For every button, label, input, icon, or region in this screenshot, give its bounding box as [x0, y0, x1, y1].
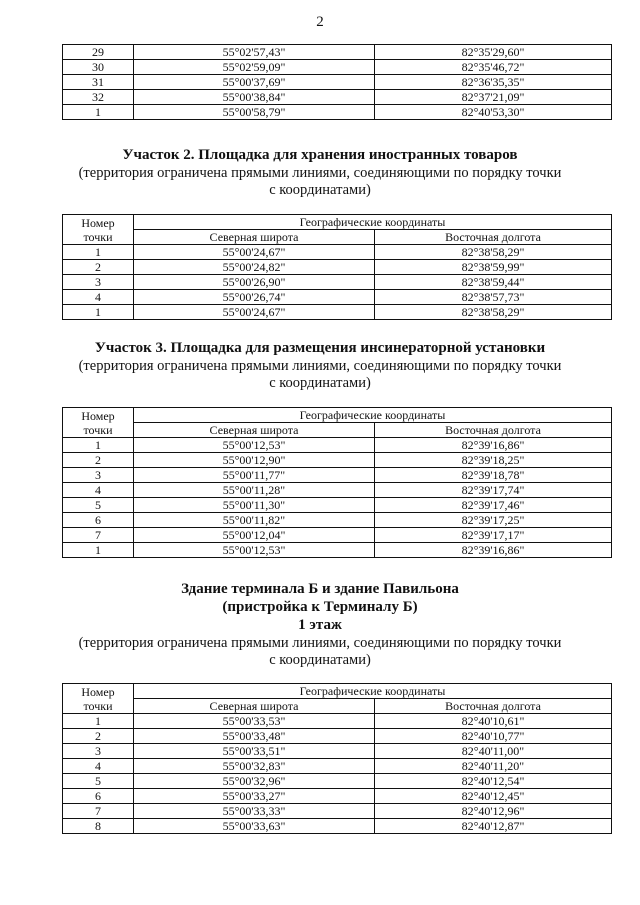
page-number: 2 [316, 14, 324, 30]
table-row [63, 438, 612, 453]
north-latitude-cell: 55°00'24,67" [134, 245, 375, 260]
north-latitude-cell: 55°00'12,04" [134, 528, 375, 543]
coordinates-table-continued [62, 44, 612, 120]
point-number-cell: 32 [63, 90, 134, 105]
header-east-longitude: Восточная долгота [375, 230, 612, 245]
section-4-subtitle: (пристройка к Терминалу Б) [222, 599, 418, 615]
header-geo-coordinates: Географические координаты [134, 408, 612, 423]
north-latitude-cell: 55°00'33,53" [134, 714, 375, 729]
north-latitude-cell: 55°00'26,74" [134, 290, 375, 305]
east-longitude-cell: 82°38'59,99" [375, 260, 612, 275]
east-longitude-cell: 82°38'59,44" [375, 275, 612, 290]
east-longitude-cell: 82°40'12,45" [375, 789, 612, 804]
header-north-latitude: Северная широта [134, 423, 375, 438]
east-longitude-cell: 82°39'16,86" [375, 438, 612, 453]
east-longitude-cell: 82°39'17,74" [375, 483, 612, 498]
point-number-cell: 3 [63, 275, 134, 290]
north-latitude-cell: 55°02'59,09" [134, 60, 375, 75]
north-latitude-cell: 55°00'33,48" [134, 729, 375, 744]
point-number-cell: 30 [63, 60, 134, 75]
table-row [63, 60, 612, 75]
header-point-number: Номер точки [63, 684, 134, 714]
point-number-cell: 5 [63, 774, 134, 789]
north-latitude-cell: 55°00'32,96" [134, 774, 375, 789]
east-longitude-cell: 82°35'29,60" [375, 45, 612, 60]
point-number-cell: 2 [63, 729, 134, 744]
east-longitude-cell: 82°39'16,86" [375, 543, 612, 558]
point-number-cell: 1 [63, 714, 134, 729]
table-row [63, 804, 612, 819]
east-longitude-cell: 82°39'17,17" [375, 528, 612, 543]
header-north-latitude: Северная широта [134, 230, 375, 245]
east-longitude-cell: 82°40'53,30" [375, 105, 612, 120]
section-2-note-cont: с координатами) [269, 182, 371, 198]
table-row [63, 774, 612, 789]
section-4-title: Здание терминала Б и здание Павильона [181, 581, 459, 597]
table-row [63, 789, 612, 804]
table-row [63, 744, 612, 759]
east-longitude-cell: 82°40'10,77" [375, 729, 612, 744]
north-latitude-cell: 55°00'58,79" [134, 105, 375, 120]
east-longitude-cell: 82°38'58,29" [375, 305, 612, 320]
section-4-coordinates-table [62, 683, 612, 834]
east-longitude-cell: 82°39'18,25" [375, 453, 612, 468]
north-latitude-cell: 55°00'33,33" [134, 804, 375, 819]
table-row [63, 290, 612, 305]
point-number-cell: 4 [63, 483, 134, 498]
table-row [63, 498, 612, 513]
east-longitude-cell: 82°39'18,78" [375, 468, 612, 483]
north-latitude-cell: 55°00'11,82" [134, 513, 375, 528]
header-north-latitude: Северная широта [134, 699, 375, 714]
north-latitude-cell: 55°00'37,69" [134, 75, 375, 90]
north-latitude-cell: 55°00'38,84" [134, 90, 375, 105]
header-geo-coordinates: Географические координаты [134, 684, 612, 699]
north-latitude-cell: 55°00'24,82" [134, 260, 375, 275]
point-number-cell: 1 [63, 438, 134, 453]
header-geo-coordinates: Географические координаты [134, 215, 612, 230]
point-number-cell: 4 [63, 759, 134, 774]
point-number-cell: 4 [63, 290, 134, 305]
table-row [63, 729, 612, 744]
point-number-cell: 3 [63, 744, 134, 759]
east-longitude-cell: 82°36'35,35" [375, 75, 612, 90]
header-point-number: Номер точки [63, 215, 134, 245]
point-number-cell: 5 [63, 498, 134, 513]
north-latitude-cell: 55°00'33,51" [134, 744, 375, 759]
section-3-coordinates-table [62, 407, 612, 558]
north-latitude-cell: 55°00'32,83" [134, 759, 375, 774]
north-latitude-cell: 55°00'26,90" [134, 275, 375, 290]
east-longitude-cell: 82°40'11,20" [375, 759, 612, 774]
point-number-cell: 29 [63, 45, 134, 60]
section-2-coordinates-table [62, 214, 612, 320]
header-east-longitude: Восточная долгота [375, 423, 612, 438]
point-number-cell: 7 [63, 528, 134, 543]
table-row [63, 483, 612, 498]
north-latitude-cell: 55°00'11,77" [134, 468, 375, 483]
header-point-number: Номер точки [63, 408, 134, 438]
east-longitude-cell: 82°37'21,09" [375, 90, 612, 105]
table-row [63, 275, 612, 290]
point-number-cell: 6 [63, 789, 134, 804]
section-3-note-cont: с координатами) [269, 375, 371, 391]
east-longitude-cell: 82°38'58,29" [375, 245, 612, 260]
north-latitude-cell: 55°00'11,30" [134, 498, 375, 513]
point-number-cell: 2 [63, 260, 134, 275]
east-longitude-cell: 82°35'46,72" [375, 60, 612, 75]
point-number-cell: 6 [63, 513, 134, 528]
north-latitude-cell: 55°00'12,53" [134, 438, 375, 453]
header-east-longitude: Восточная долгота [375, 699, 612, 714]
point-number-cell: 2 [63, 453, 134, 468]
section-3-note: (территория ограничена прямыми линиями, соединяющими по порядку точки [78, 358, 562, 374]
section-3-title: Участок 3. Площадка для размещения инсинераторной установки [94, 340, 546, 356]
table-row [63, 260, 612, 275]
point-number-cell: 1 [63, 543, 134, 558]
section-4-note: (территория ограничена прямыми линиями, соединяющими по порядку точки [78, 635, 562, 651]
section-2-title: Участок 2. Площадка для хранения иностранных товаров [122, 147, 518, 163]
table-row [63, 45, 612, 60]
north-latitude-cell: 55°00'33,27" [134, 789, 375, 804]
table-row [63, 305, 612, 320]
east-longitude-cell: 82°38'57,73" [375, 290, 612, 305]
table-row [63, 528, 612, 543]
north-latitude-cell: 55°00'12,53" [134, 543, 375, 558]
east-longitude-cell: 82°40'11,00" [375, 744, 612, 759]
east-longitude-cell: 82°40'12,87" [375, 819, 612, 834]
east-longitude-cell: 82°40'12,54" [375, 774, 612, 789]
point-number-cell: 8 [63, 819, 134, 834]
table-row [63, 75, 612, 90]
section-2-note: (территория ограничена прямыми линиями, соединяющими по порядку точки [78, 165, 562, 181]
table-row [63, 90, 612, 105]
north-latitude-cell: 55°02'57,43" [134, 45, 375, 60]
point-number-cell: 7 [63, 804, 134, 819]
east-longitude-cell: 82°40'10,61" [375, 714, 612, 729]
north-latitude-cell: 55°00'11,28" [134, 483, 375, 498]
table-row [63, 543, 612, 558]
section-4-floor: 1 этаж [298, 617, 342, 633]
table-row [63, 513, 612, 528]
table-row [63, 819, 612, 834]
point-number-cell: 1 [63, 245, 134, 260]
point-number-cell: 1 [63, 305, 134, 320]
point-number-cell: 31 [63, 75, 134, 90]
east-longitude-cell: 82°40'12,96" [375, 804, 612, 819]
east-longitude-cell: 82°39'17,25" [375, 513, 612, 528]
point-number-cell: 1 [63, 105, 134, 120]
table-row [63, 105, 612, 120]
table-row [63, 245, 612, 260]
table-row [63, 468, 612, 483]
north-latitude-cell: 55°00'12,90" [134, 453, 375, 468]
table-row [63, 759, 612, 774]
east-longitude-cell: 82°39'17,46" [375, 498, 612, 513]
table-row [63, 714, 612, 729]
north-latitude-cell: 55°00'24,67" [134, 305, 375, 320]
north-latitude-cell: 55°00'33,63" [134, 819, 375, 834]
table-row [63, 453, 612, 468]
section-4-note-cont: с координатами) [269, 652, 371, 668]
point-number-cell: 3 [63, 468, 134, 483]
